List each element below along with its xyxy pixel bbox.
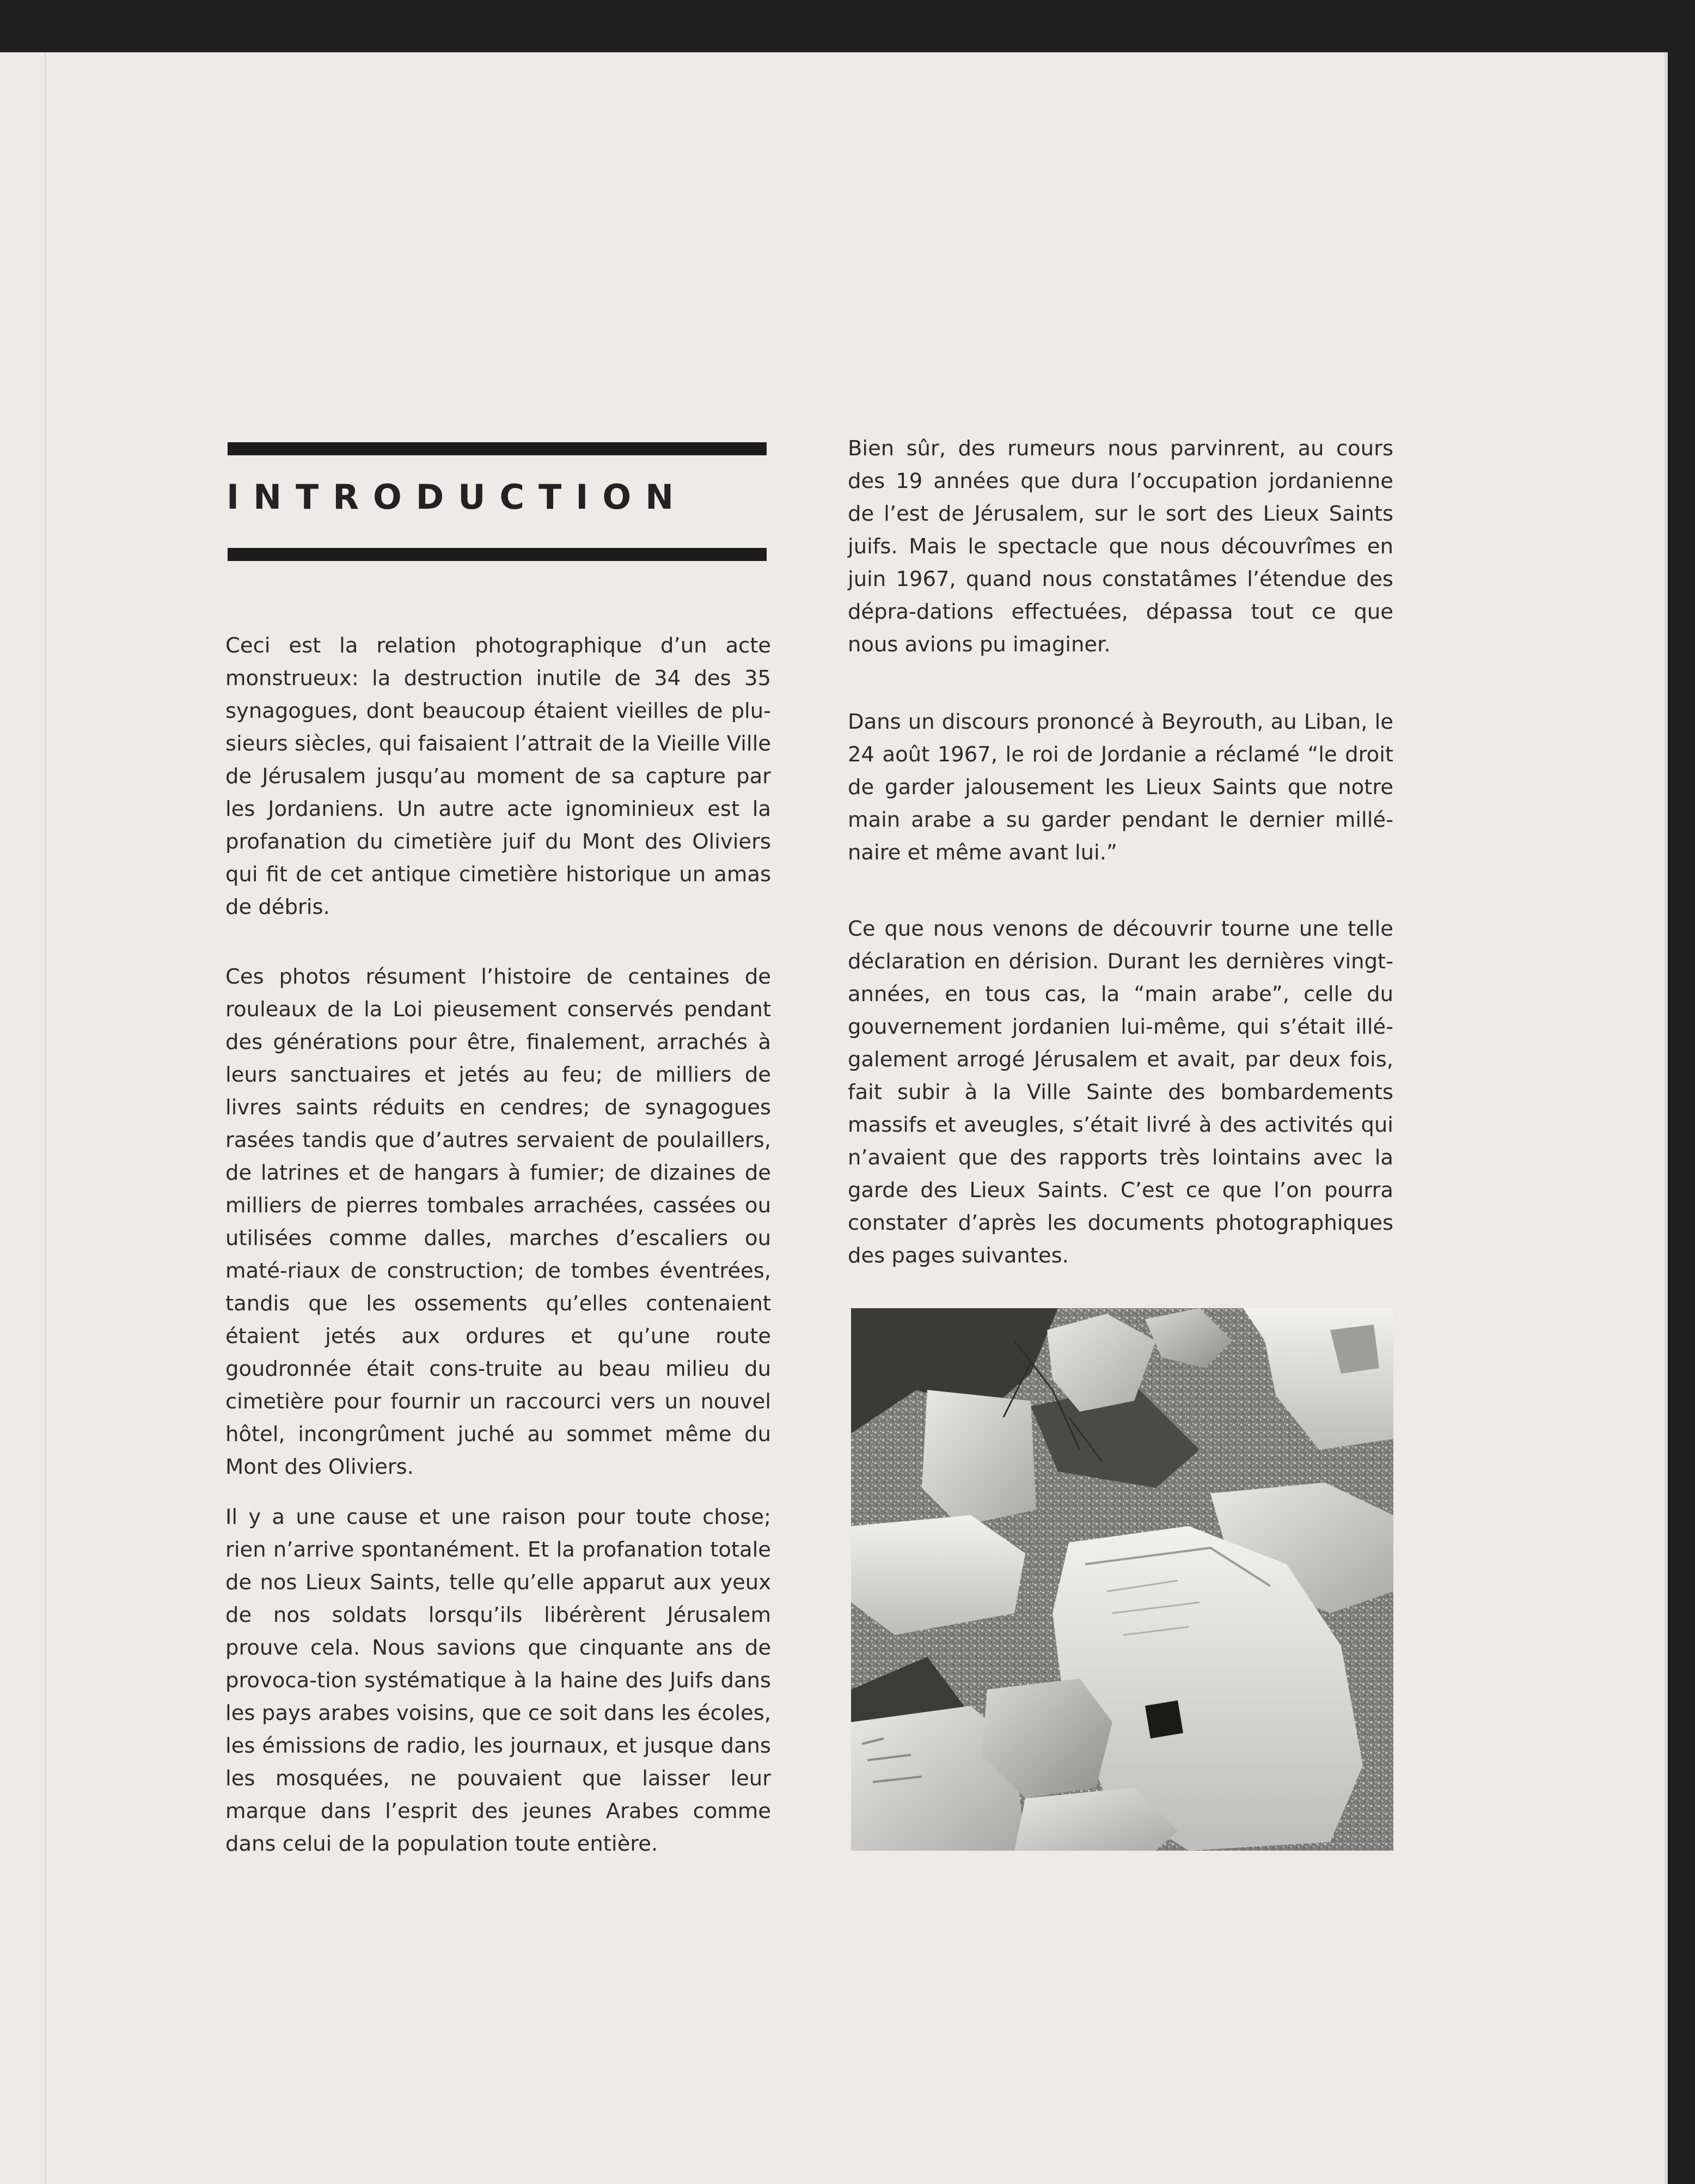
photo-broken-tombstones bbox=[851, 1308, 1393, 1851]
page-edge bbox=[1665, 52, 1668, 2184]
right-paragraph-3: Ce que nous venons de découvrir tourne une telle déclaration en dérision. Durant les dernières vingt-années, en tous cas, la “main arabe”, celle du gouvernement jordanien lui-même, qui s’était illé-galement arrogé Jérusalem et avait, par deux fois, fait subir à la Ville Sainte des bombardements massifs et aveugles, s’était livré à des activités qui n’avaient que des rapports très lointains avec la garde des Lieux Saints. C’est ce que l’on pourra constater d’après les documents photographiques des pages suivantes. bbox=[848, 917, 1393, 1268]
right-paragraph-2: Dans un discours prononcé à Beyrouth, au Liban, le 24 août 1967, le roi de Jordanie a réclamé “le droit de garder jalousement les Lieux Saints que notre main arabe a su garder pendant le dernier millé-naire et même avant lui.” bbox=[848, 710, 1393, 865]
dark-shard bbox=[1145, 1700, 1183, 1738]
left-paragraph-1: Ceci est la relation photographique d’un acte monstrueux: la destruction inutile de 34 des 35 synagogues, dont beaucoup étaient vieilles de plu-sieurs siècles, qui faisaient l’attrait de la Vieille Ville de Jérusalem jusqu’au moment de sa capture par les Jordaniens. Un autre acte ignominieux est la profanation du cimetière juif du Mont des Oliviers qui fit de cet antique cimetière historique un amas de débris. bbox=[225, 633, 771, 919]
title-rule-bottom bbox=[228, 548, 767, 561]
title-rule-top bbox=[228, 442, 767, 455]
page-fold bbox=[45, 52, 47, 2184]
left-paragraph-2: Ces photos résument l’histoire de centaines de rouleaux de la Loi pieusement conservés pendant des générations pour être, finalement, arrachés à leurs sanctuaires et jetés au feu; de milliers de livres saints réduits en cendres; de synagogues rasées tandis que d’autres servaient de poulaillers, de latrines et de hangars à fumier; de dizaines de milliers de pierres tombales arrachées, cassées ou utilisées comme dalles, marches d’escaliers ou maté-riaux de construction; de tombes éventrées, tandis que les ossements qu’elles contenaient étaient jetés aux ordures et qu’une route goudronnée était cons-truite au beau milieu du cimetière pour fournir un raccourci vers un nouvel hôtel, incongrûment juché au sommet même du Mont des Oliviers. bbox=[225, 965, 771, 1479]
page-title: INTRODUCTION bbox=[227, 477, 688, 517]
right-paragraph-1: Bien sûr, des rumeurs nous parvinrent, au cours des 19 années que dura l’occupation jordanienne de l’est de Jérusalem, sur le sort des Lieux Saints juifs. Mais le spectacle que nous découvrîmes en juin 1967, quand nous constatâmes l’étendue des dépra-dations effectuées, dépassa tout ce que nous avions pu imaginer. bbox=[848, 436, 1393, 657]
left-paragraph-3: Il y a une cause et une raison pour toute chose; rien n’arrive spontanément. Et la profanation totale de nos Lieux Saints, telle qu’elle apparut aux yeux de nos soldats lorsqu’ils libérèrent Jérusalem prouve cela. Nous savions que cinquante ans de provoca-tion systématique à la haine des Juifs dans les pays arabes voisins, que ce soit dans les écoles, les émissions de radio, les journaux, et jusque dans les mosquées, ne pouvaient que laisser leur marque dans l’esprit des jeunes Arabes comme dans celui de la population toute entière. bbox=[225, 1505, 771, 1856]
